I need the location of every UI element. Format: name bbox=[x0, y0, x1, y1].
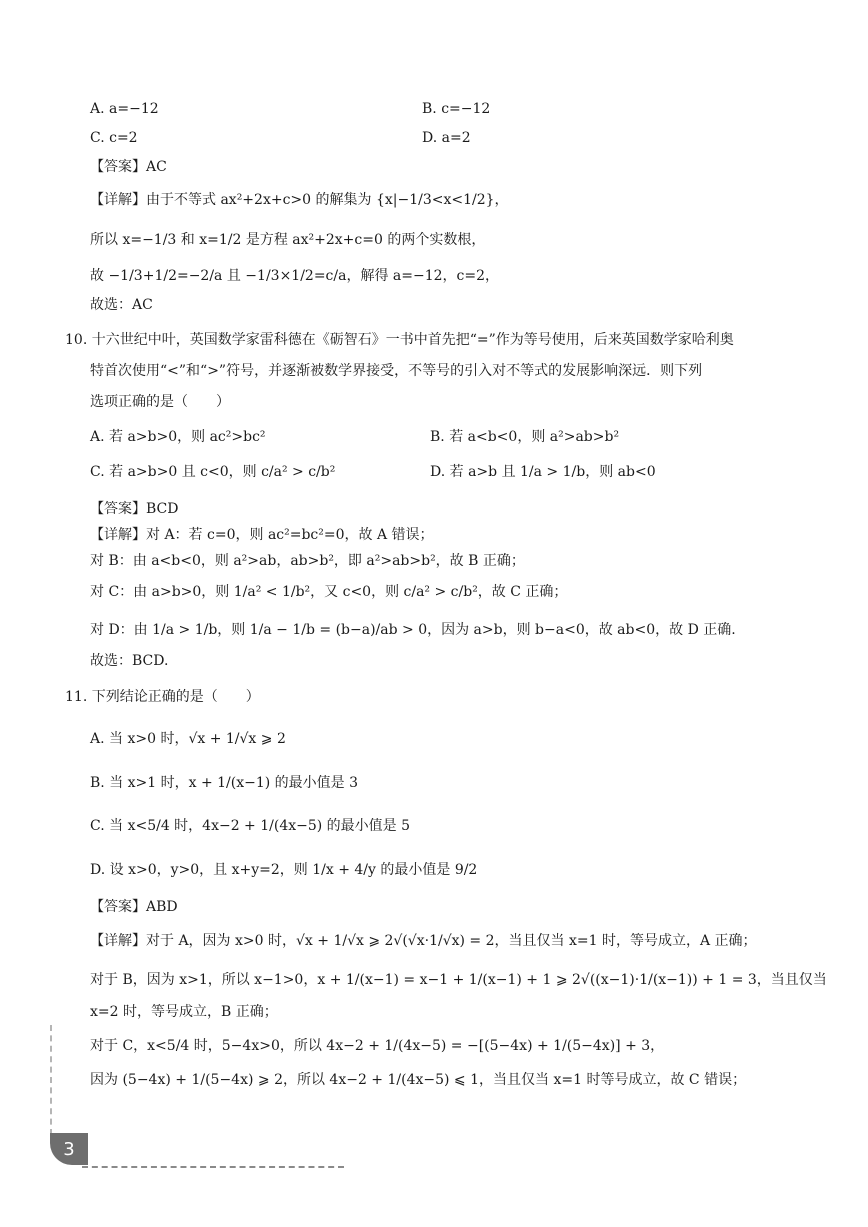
q10-explanation-1: 【详解】对 A：若 c=0，则 ac²=bc²=0，故 A 错误； bbox=[90, 527, 434, 543]
q11-explanation-4: 对于 C，x<5/4 时，5−4x>0，所以 4x−2 + 1/(4x−5) = −[(5−4x) + 1/(5−4x)] + 3， bbox=[90, 1038, 665, 1054]
footer-dashed-line bbox=[82, 1166, 344, 1168]
q11-explanation-2: 对于 B，因为 x>1，所以 x−1>0，x + 1/(x−1) = x−1 + 1/(x−1) + 1 ⩾ 2√((x−1)·1/(x−1)) + 1 = 3，当且仅当 bbox=[90, 972, 827, 988]
q10-explanation-5: 故选：BCD. bbox=[90, 653, 169, 669]
q10-option-a: A. 若 a>b>0，则 ac²>bc² bbox=[90, 429, 266, 445]
q11-stem: 11. 下列结论正确的是（ ） bbox=[65, 689, 260, 705]
q11-option-a: A. 当 x>0 时，√x + 1/√x ⩾ 2 bbox=[90, 731, 286, 747]
q10-option-c: C. 若 a>b>0 且 c<0，则 c/a² > c/b² bbox=[90, 464, 336, 480]
q11-explanation-5: 因为 (5−4x) + 1/(5−4x) ⩾ 2，所以 4x−2 + 1/(4x−5) ⩽ 1，当且仅当 x=1 时等号成立，故 C 错误； bbox=[90, 1072, 747, 1088]
q10-answer: 【答案】BCD bbox=[90, 501, 179, 517]
q11-explanation-1: 【详解】对于 A，因为 x>0 时，√x + 1/√x ⩾ 2√(√x·1/√x) = 2，当且仅当 x=1 时，等号成立，A 正确； bbox=[90, 933, 757, 949]
q11-option-c: C. 当 x<5/4 时，4x−2 + 1/(4x−5) 的最小值是 5 bbox=[90, 818, 411, 834]
q9-explanation-2: 所以 x=−1/3 和 x=1/2 是方程 ax²+2x+c=0 的两个实数根， bbox=[90, 232, 486, 248]
q10-explanation-2: 对 B：由 a<b<0，则 a²>ab，ab>b²，即 a²>ab>b²，故 B 正确； bbox=[90, 553, 525, 569]
q9-answer: 【答案】AC bbox=[90, 159, 167, 175]
page-number: 3 bbox=[63, 1138, 75, 1160]
q10-stem-2: 特首次使用“<”和“>”符号，并逐渐被数学界接受，不等号的引入对不等式的发展影响深远．则下列 bbox=[90, 363, 703, 379]
q9-option-b: B. c=−12 bbox=[422, 101, 491, 117]
q10-stem-1: 10. 十六世纪中叶，英国数学家雷科德在《砺智石》一书中首先把“=”作为等号使用，后来英国数学家哈利奥 bbox=[65, 332, 734, 348]
q9-explanation-4: 故选：AC bbox=[90, 297, 153, 313]
q9-option-d: D. a=2 bbox=[422, 130, 471, 146]
q11-answer: 【答案】ABD bbox=[90, 899, 178, 915]
q10-option-d: D. 若 a>b 且 1/a > 1/b，则 ab<0 bbox=[430, 464, 656, 480]
q9-explanation-1: 【详解】由于不等式 ax²+2x+c>0 的解集为 {x|−1/3<x<1/2}， bbox=[90, 192, 509, 208]
page-margin-dashed-line bbox=[50, 1025, 52, 1135]
q11-option-b: B. 当 x>1 时，x + 1/(x−1) 的最小值是 3 bbox=[90, 775, 359, 791]
page-number-badge bbox=[50, 1133, 88, 1165]
q10-stem-3: 选项正确的是（ ） bbox=[90, 394, 230, 410]
q10-option-b: B. 若 a<b<0，则 a²>ab>b² bbox=[430, 429, 620, 445]
q11-explanation-3: x=2 时，等号成立，B 正确； bbox=[90, 1004, 278, 1020]
q9-option-c: C. c=2 bbox=[90, 130, 138, 146]
q9-explanation-3: 故 −1/3+1/2=−2/a 且 −1/3×1/2=c/a，解得 a=−12，c=2， bbox=[90, 268, 500, 284]
q11-option-d: D. 设 x>0，y>0，且 x+y=2，则 1/x + 4/y 的最小值是 9/2 bbox=[90, 862, 478, 878]
q10-explanation-4: 对 D：由 1/a > 1/b，则 1/a − 1/b = (b−a)/ab > 0，因为 a>b，则 b−a<0，故 ab<0，故 D 正确. bbox=[90, 622, 736, 638]
q10-explanation-3: 对 C：由 a>b>0，则 1/a² < 1/b²，又 c<0，则 c/a² > c/b²，故 C 正确； bbox=[90, 584, 568, 600]
q9-option-a: A. a=−12 bbox=[90, 101, 159, 117]
